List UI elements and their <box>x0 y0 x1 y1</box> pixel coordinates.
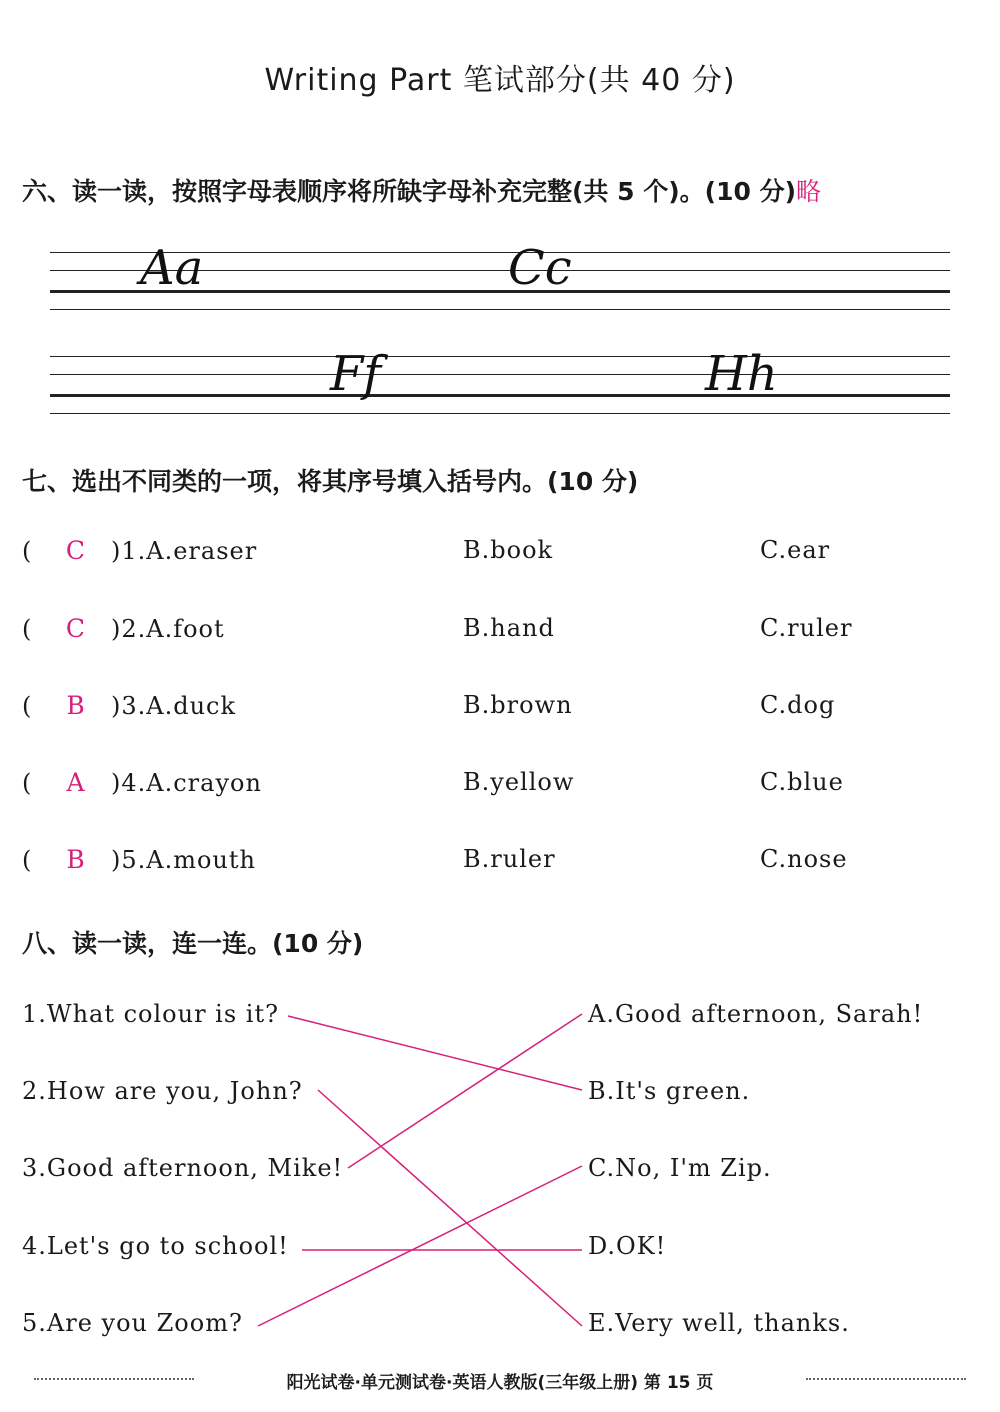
section-6-note: 略 <box>796 177 822 206</box>
option-b: B.yellow <box>463 768 575 796</box>
match-right-E: E.Very well, thanks. <box>588 1309 850 1337</box>
answer-4: A <box>66 768 86 797</box>
section-6-heading-text: 六、读一读，按照字母表顺序将所缺字母补充完整(共 5 个)。(10 分) <box>22 177 797 206</box>
option-c: C.blue <box>760 768 844 796</box>
option-c: C.dog <box>760 691 836 719</box>
answer-1: C <box>65 536 87 565</box>
match-left-5: 5.Are you Zoom? <box>22 1309 243 1337</box>
letter-Hh: Hh <box>705 346 778 402</box>
section-8-heading: 八、读一读，连一连。(10 分) <box>22 929 364 958</box>
option-a: )1.A.eraser <box>111 537 258 565</box>
answer-3: B <box>66 691 86 720</box>
page-title: Writing Part 笔试部分(共 40 分) <box>264 63 736 98</box>
page-footer: 阳光试卷·单元测试卷·英语人教版(三年级上册) 第 15 页 <box>286 1373 714 1393</box>
section-7-heading: 七、选出不同类的一项，将其序号填入括号内。(10 分) <box>22 467 639 496</box>
match-line-1-B <box>288 1016 582 1090</box>
match-left-4: 4.Let's go to school! <box>22 1232 289 1260</box>
match-right-D: D.OK! <box>588 1232 667 1260</box>
option-b: B.book <box>463 536 554 564</box>
letter-Ff: Ff <box>330 346 382 402</box>
option-c: C.nose <box>760 845 848 873</box>
answer-5: B <box>66 845 86 874</box>
option-a: )4.A.crayon <box>111 769 262 797</box>
option-a: )3.A.duck <box>111 692 237 720</box>
option-b: B.ruler <box>463 845 556 873</box>
option-a: )5.A.mouth <box>111 846 256 874</box>
match-left-3: 3.Good afternoon, Mike! <box>22 1154 344 1182</box>
list-item: ( C )1.A.eraser <box>22 536 258 565</box>
list-item: ( B )3.A.duck <box>22 691 237 720</box>
option-c: C.ruler <box>760 614 853 642</box>
letter-Aa: Aa <box>140 240 204 296</box>
match-right-C: C.No, I'm Zip. <box>588 1154 772 1182</box>
option-b: B.brown <box>463 691 573 719</box>
answer-2: C <box>65 614 87 643</box>
list-item: ( B )5.A.mouth <box>22 845 256 874</box>
match-right-A: A.Good afternoon, Sarah! <box>588 1000 924 1028</box>
match-line-5-C <box>258 1166 582 1326</box>
match-line-2-E <box>318 1090 582 1326</box>
option-b: B.hand <box>463 614 555 642</box>
option-a: )2.A.foot <box>111 615 225 643</box>
match-line-3-A <box>348 1014 582 1168</box>
letter-Cc: Cc <box>508 240 572 296</box>
list-item: ( C )2.A.foot <box>22 614 225 643</box>
option-c: C.ear <box>760 536 831 564</box>
list-item: ( A )4.A.crayon <box>22 768 262 797</box>
match-left-1: 1.What colour is it? <box>22 1000 279 1028</box>
match-left-2: 2.How are you, John? <box>22 1077 303 1105</box>
match-right-B: B.It's green. <box>588 1077 751 1105</box>
